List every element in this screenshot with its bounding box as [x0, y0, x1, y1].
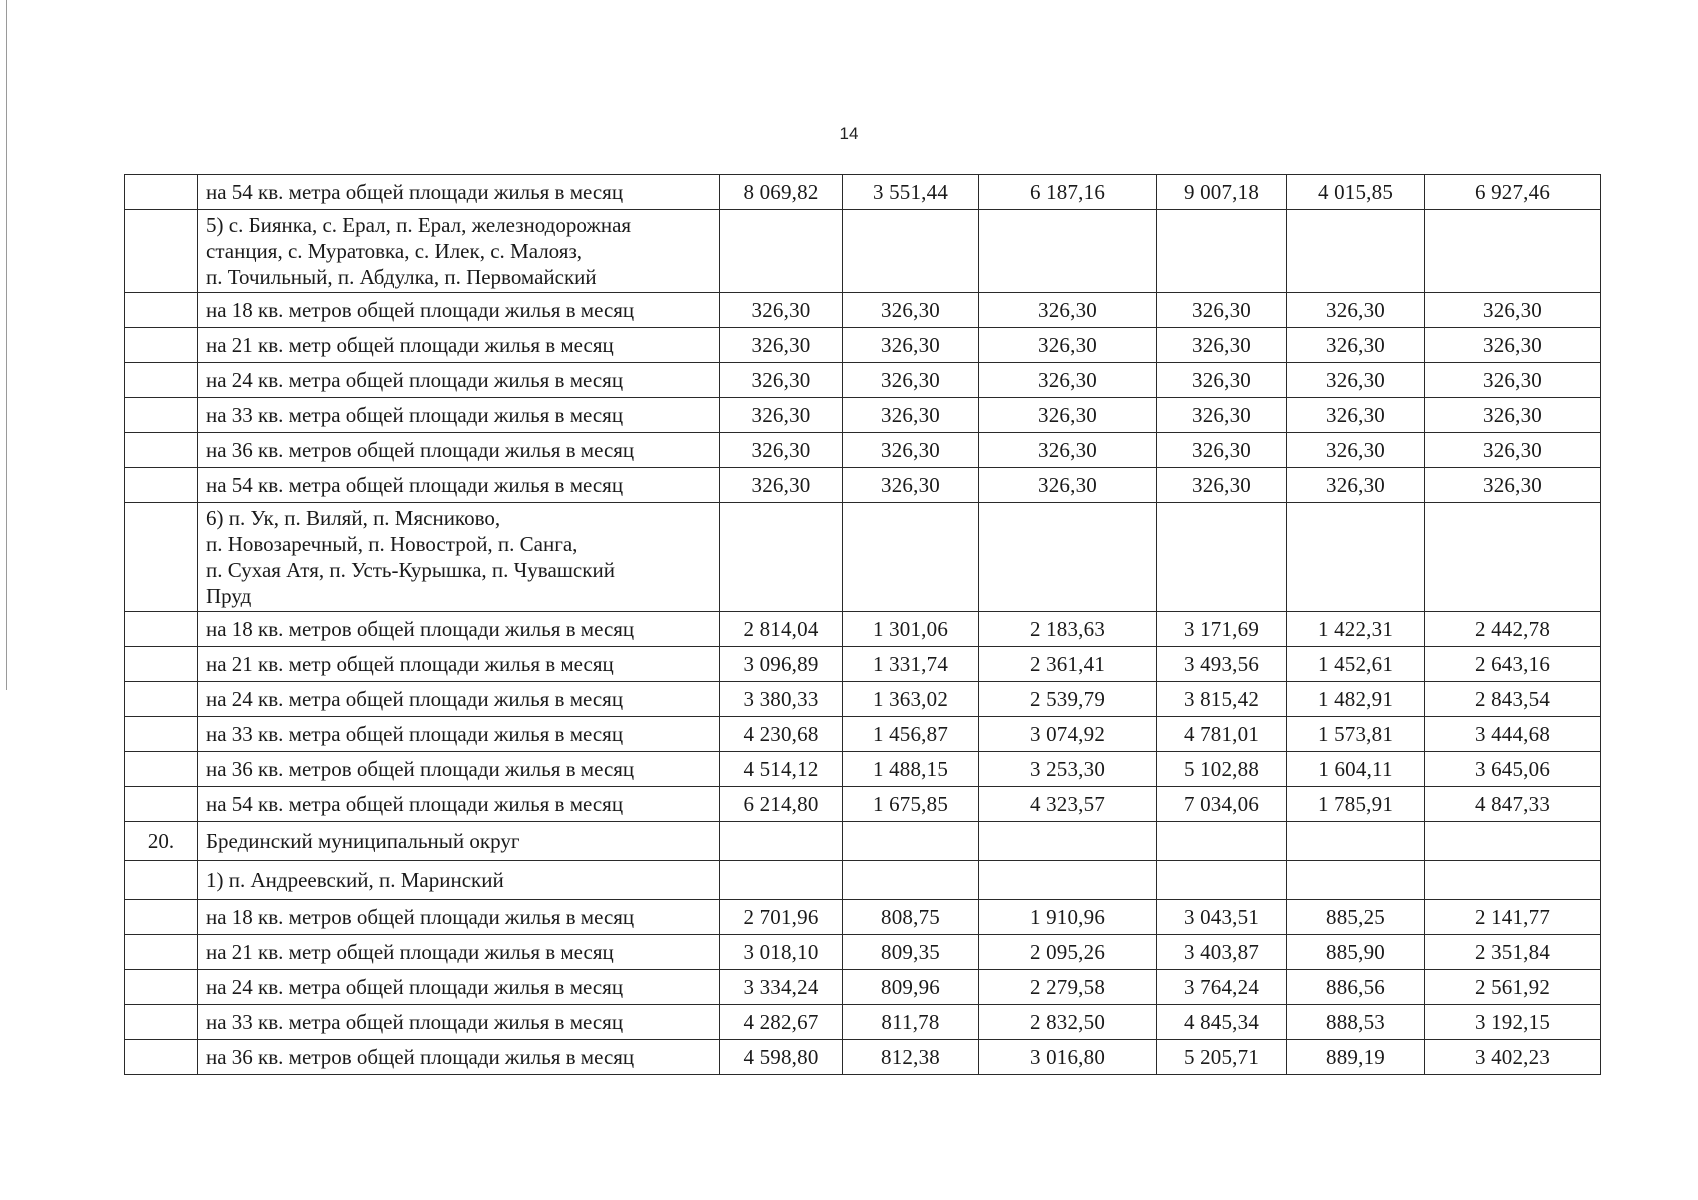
row-label-cell: на 24 кв. метра общей площади жилья в месяц: [198, 970, 720, 1005]
value-cell-col-4: 3 815,42: [1157, 682, 1287, 717]
value-cell-col-3: [979, 861, 1157, 900]
row-label-cell: на 18 кв. метров общей площади жилья в месяц: [198, 612, 720, 647]
value-cell-col-3: 2 539,79: [979, 682, 1157, 717]
row-label-cell: на 21 кв. метр общей площади жилья в месяц: [198, 647, 720, 682]
row-label-cell: на 24 кв. метра общей площади жилья в месяц: [198, 682, 720, 717]
value-cell-col-1: 326,30: [720, 293, 843, 328]
value-cell-col-3: 326,30: [979, 328, 1157, 363]
row-label-cell: на 33 кв. метра общей площади жилья в месяц: [198, 1005, 720, 1040]
value-cell-col-1: 3 018,10: [720, 935, 843, 970]
table-section-row: [125, 503, 1601, 612]
section-heading-line: станция, с. Муратовка, с. Илек, с. Малояз,: [206, 239, 582, 263]
value-cell-col-2: [843, 503, 979, 612]
value-cell-col-4: 3 043,51: [1157, 900, 1287, 935]
value-cell-col-5: 326,30: [1287, 433, 1425, 468]
value-cell-col-6: [1425, 503, 1601, 612]
value-cell-col-4: 326,30: [1157, 433, 1287, 468]
value-cell-col-3: 326,30: [979, 398, 1157, 433]
value-cell-col-6: 3 645,06: [1425, 752, 1601, 787]
value-cell-col-3: 3 074,92: [979, 717, 1157, 752]
value-cell-col-3: 2 279,58: [979, 970, 1157, 1005]
value-cell-col-2: 1 675,85: [843, 787, 979, 822]
row-label-cell: на 54 кв. метра общей площади жилья в месяц: [198, 175, 720, 210]
row-label-cell: на 21 кв. метр общей площади жилья в месяц: [198, 935, 720, 970]
value-cell-col-5: 1 573,81: [1287, 717, 1425, 752]
value-cell-col-5: 886,56: [1287, 970, 1425, 1005]
value-cell-col-5: 326,30: [1287, 293, 1425, 328]
page-number: 14: [839, 124, 859, 143]
section-heading-line: 1) п. Андреевский, п. Маринский: [206, 868, 504, 892]
section-heading-cell: [198, 210, 720, 293]
table-row: [125, 433, 1601, 468]
table-row: [125, 900, 1601, 935]
value-cell-col-5: 888,53: [1287, 1005, 1425, 1040]
value-cell-col-6: 3 444,68: [1425, 717, 1601, 752]
row-label-cell: на 21 кв. метр общей площади жилья в месяц: [198, 328, 720, 363]
value-cell-col-2: 1 331,74: [843, 647, 979, 682]
row-number-cell: [125, 1040, 198, 1075]
value-cell-col-3: 2 095,26: [979, 935, 1157, 970]
value-cell-col-4: 3 171,69: [1157, 612, 1287, 647]
value-cell-col-6: 6 927,46: [1425, 175, 1601, 210]
value-cell-col-6: 326,30: [1425, 433, 1601, 468]
table-row: [125, 970, 1601, 1005]
row-number-cell: [125, 900, 198, 935]
section-heading-line: п. Новозаречный, п. Новострой, п. Санга,: [206, 532, 578, 556]
row-label-cell: на 36 кв. метров общей площади жилья в месяц: [198, 433, 720, 468]
section-heading-cell: [198, 503, 720, 612]
value-cell-col-5: [1287, 861, 1425, 900]
value-cell-col-2: 1 488,15: [843, 752, 979, 787]
row-number-cell: [125, 433, 198, 468]
value-cell-col-5: [1287, 822, 1425, 861]
row-number-cell: [125, 717, 198, 752]
value-cell-col-6: [1425, 861, 1601, 900]
value-cell-col-6: 326,30: [1425, 328, 1601, 363]
table-row: [125, 328, 1601, 363]
row-label-cell: на 36 кв. метров общей площади жилья в месяц: [198, 1040, 720, 1075]
row-label-cell: на 24 кв. метра общей площади жилья в месяц: [198, 363, 720, 398]
row-number-cell: [125, 210, 198, 293]
value-cell-col-4: [1157, 861, 1287, 900]
value-cell-col-2: 809,35: [843, 935, 979, 970]
row-label-cell: на 18 кв. метров общей площади жилья в месяц: [198, 293, 720, 328]
value-cell-col-4: [1157, 210, 1287, 293]
section-heading-cell: [198, 822, 720, 861]
value-cell-col-2: 3 551,44: [843, 175, 979, 210]
value-cell-col-5: 885,25: [1287, 900, 1425, 935]
row-number-cell: [125, 363, 198, 398]
section-heading-line: Брединский муниципальный округ: [206, 829, 520, 853]
value-cell-col-5: 1 785,91: [1287, 787, 1425, 822]
table-row: [125, 787, 1601, 822]
value-cell-col-4: 5 102,88: [1157, 752, 1287, 787]
table-row: [125, 647, 1601, 682]
value-cell-col-5: 326,30: [1287, 363, 1425, 398]
table-row: [125, 752, 1601, 787]
value-cell-col-2: 808,75: [843, 900, 979, 935]
table-row: [125, 363, 1601, 398]
value-cell-col-4: 5 205,71: [1157, 1040, 1287, 1075]
value-cell-col-6: 326,30: [1425, 293, 1601, 328]
value-cell-col-6: 3 402,23: [1425, 1040, 1601, 1075]
value-cell-col-4: 3 764,24: [1157, 970, 1287, 1005]
table-row: [125, 682, 1601, 717]
value-cell-col-2: 809,96: [843, 970, 979, 1005]
value-cell-col-4: 4 781,01: [1157, 717, 1287, 752]
value-cell-col-5: 885,90: [1287, 935, 1425, 970]
value-cell-col-1: 2 814,04: [720, 612, 843, 647]
value-cell-col-3: [979, 822, 1157, 861]
value-cell-col-4: 326,30: [1157, 328, 1287, 363]
value-cell-col-5: 326,30: [1287, 468, 1425, 503]
value-cell-col-3: 4 323,57: [979, 787, 1157, 822]
value-cell-col-4: 326,30: [1157, 293, 1287, 328]
table-row: [125, 293, 1601, 328]
value-cell-col-5: 1 452,61: [1287, 647, 1425, 682]
value-cell-col-4: 4 845,34: [1157, 1005, 1287, 1040]
tariff-table: [124, 174, 1601, 1075]
value-cell-col-2: 812,38: [843, 1040, 979, 1075]
section-heading-line: 5) с. Биянка, с. Ерал, п. Ерал, железнодорожная: [206, 213, 632, 237]
row-number-cell: [125, 970, 198, 1005]
table-row: [125, 175, 1601, 210]
value-cell-col-3: 6 187,16: [979, 175, 1157, 210]
value-cell-col-2: [843, 861, 979, 900]
value-cell-col-3: [979, 210, 1157, 293]
table-row: [125, 935, 1601, 970]
value-cell-col-1: 4 282,67: [720, 1005, 843, 1040]
value-cell-col-4: 326,30: [1157, 363, 1287, 398]
table-section-row: [125, 822, 1601, 861]
value-cell-col-4: 3 493,56: [1157, 647, 1287, 682]
value-cell-col-1: [720, 861, 843, 900]
value-cell-col-2: 1 456,87: [843, 717, 979, 752]
value-cell-col-5: 326,30: [1287, 328, 1425, 363]
value-cell-col-2: 1 301,06: [843, 612, 979, 647]
value-cell-col-5: [1287, 210, 1425, 293]
table-row: [125, 717, 1601, 752]
value-cell-col-1: 4 598,80: [720, 1040, 843, 1075]
value-cell-col-5: 1 482,91: [1287, 682, 1425, 717]
row-number-cell: [125, 1005, 198, 1040]
value-cell-col-6: 3 192,15: [1425, 1005, 1601, 1040]
scan-edge-line: [6, 0, 7, 690]
table-row: [125, 1005, 1601, 1040]
table-section-row: [125, 861, 1601, 900]
value-cell-col-6: 2 643,16: [1425, 647, 1601, 682]
value-cell-col-6: 2 141,77: [1425, 900, 1601, 935]
value-cell-col-6: [1425, 210, 1601, 293]
row-label-cell: на 54 кв. метра общей площади жилья в месяц: [198, 468, 720, 503]
value-cell-col-5: 326,30: [1287, 398, 1425, 433]
row-number-cell: [125, 328, 198, 363]
value-cell-col-4: 7 034,06: [1157, 787, 1287, 822]
value-cell-col-4: 326,30: [1157, 398, 1287, 433]
value-cell-col-2: 811,78: [843, 1005, 979, 1040]
value-cell-col-3: 3 253,30: [979, 752, 1157, 787]
value-cell-col-4: 326,30: [1157, 468, 1287, 503]
row-number-cell: [125, 935, 198, 970]
value-cell-col-1: 2 701,96: [720, 900, 843, 935]
value-cell-col-1: 326,30: [720, 433, 843, 468]
row-number-cell: [125, 682, 198, 717]
row-number-cell: [125, 468, 198, 503]
value-cell-col-5: [1287, 503, 1425, 612]
table-row: [125, 612, 1601, 647]
value-cell-col-6: 326,30: [1425, 363, 1601, 398]
row-number-cell: [125, 787, 198, 822]
value-cell-col-1: 8 069,82: [720, 175, 843, 210]
value-cell-col-2: 326,30: [843, 433, 979, 468]
value-cell-col-2: 326,30: [843, 328, 979, 363]
value-cell-col-1: [720, 210, 843, 293]
row-label-cell: на 33 кв. метра общей площади жилья в месяц: [198, 717, 720, 752]
value-cell-col-1: 326,30: [720, 468, 843, 503]
row-number-cell: [125, 752, 198, 787]
value-cell-col-6: 2 442,78: [1425, 612, 1601, 647]
value-cell-col-1: 326,30: [720, 398, 843, 433]
section-heading-cell: [198, 861, 720, 900]
row-label-cell: на 36 кв. метров общей площади жилья в месяц: [198, 752, 720, 787]
value-cell-col-3: 326,30: [979, 468, 1157, 503]
value-cell-col-1: 4 514,12: [720, 752, 843, 787]
value-cell-col-2: [843, 822, 979, 861]
row-number-cell: [125, 175, 198, 210]
value-cell-col-5: 889,19: [1287, 1040, 1425, 1075]
value-cell-col-1: 3 334,24: [720, 970, 843, 1005]
value-cell-col-2: 326,30: [843, 398, 979, 433]
value-cell-col-3: 1 910,96: [979, 900, 1157, 935]
value-cell-col-1: 6 214,80: [720, 787, 843, 822]
section-heading-line: 6) п. Ук, п. Виляй, п. Мясниково,: [206, 506, 501, 530]
value-cell-col-3: 3 016,80: [979, 1040, 1157, 1075]
row-number-cell: [125, 861, 198, 900]
section-heading-line: п. Точильный, п. Абдулка, п. Первомайский: [206, 265, 597, 289]
value-cell-col-1: 3 380,33: [720, 682, 843, 717]
value-cell-col-3: 326,30: [979, 363, 1157, 398]
value-cell-col-4: [1157, 822, 1287, 861]
value-cell-col-1: 326,30: [720, 328, 843, 363]
row-number-cell: 20.: [125, 822, 198, 861]
value-cell-col-6: 326,30: [1425, 468, 1601, 503]
value-cell-col-4: 9 007,18: [1157, 175, 1287, 210]
value-cell-col-6: 326,30: [1425, 398, 1601, 433]
value-cell-col-2: [843, 210, 979, 293]
row-number-cell: [125, 503, 198, 612]
value-cell-col-3: 2 361,41: [979, 647, 1157, 682]
value-cell-col-1: [720, 503, 843, 612]
value-cell-col-4: 3 403,87: [1157, 935, 1287, 970]
value-cell-col-4: [1157, 503, 1287, 612]
value-cell-col-5: 1 422,31: [1287, 612, 1425, 647]
value-cell-col-2: 326,30: [843, 468, 979, 503]
value-cell-col-1: 3 096,89: [720, 647, 843, 682]
value-cell-col-3: 2 832,50: [979, 1005, 1157, 1040]
value-cell-col-1: 326,30: [720, 363, 843, 398]
value-cell-col-5: 4 015,85: [1287, 175, 1425, 210]
row-number-cell: [125, 398, 198, 433]
table-row: [125, 468, 1601, 503]
value-cell-col-6: [1425, 822, 1601, 861]
row-number-cell: [125, 293, 198, 328]
row-label-cell: на 54 кв. метра общей площади жилья в месяц: [198, 787, 720, 822]
value-cell-col-6: 2 843,54: [1425, 682, 1601, 717]
value-cell-col-2: 326,30: [843, 363, 979, 398]
value-cell-col-5: 1 604,11: [1287, 752, 1425, 787]
value-cell-col-3: 326,30: [979, 293, 1157, 328]
section-heading-line: п. Сухая Атя, п. Усть-Курышка, п. Чувашский: [206, 558, 615, 582]
value-cell-col-6: 4 847,33: [1425, 787, 1601, 822]
value-cell-col-3: 2 183,63: [979, 612, 1157, 647]
value-cell-col-6: 2 351,84: [1425, 935, 1601, 970]
tariff-table-body: [125, 175, 1601, 1075]
value-cell-col-2: 326,30: [843, 293, 979, 328]
row-label-cell: на 33 кв. метра общей площади жилья в месяц: [198, 398, 720, 433]
value-cell-col-6: 2 561,92: [1425, 970, 1601, 1005]
value-cell-col-2: 1 363,02: [843, 682, 979, 717]
table-section-row: [125, 210, 1601, 293]
section-heading-line: Пруд: [206, 584, 252, 608]
value-cell-col-3: [979, 503, 1157, 612]
table-row: [125, 398, 1601, 433]
row-number-cell: [125, 612, 198, 647]
table-row: [125, 1040, 1601, 1075]
row-label-cell: на 18 кв. метров общей площади жилья в месяц: [198, 900, 720, 935]
row-number-cell: [125, 647, 198, 682]
value-cell-col-1: [720, 822, 843, 861]
value-cell-col-1: 4 230,68: [720, 717, 843, 752]
value-cell-col-3: 326,30: [979, 433, 1157, 468]
